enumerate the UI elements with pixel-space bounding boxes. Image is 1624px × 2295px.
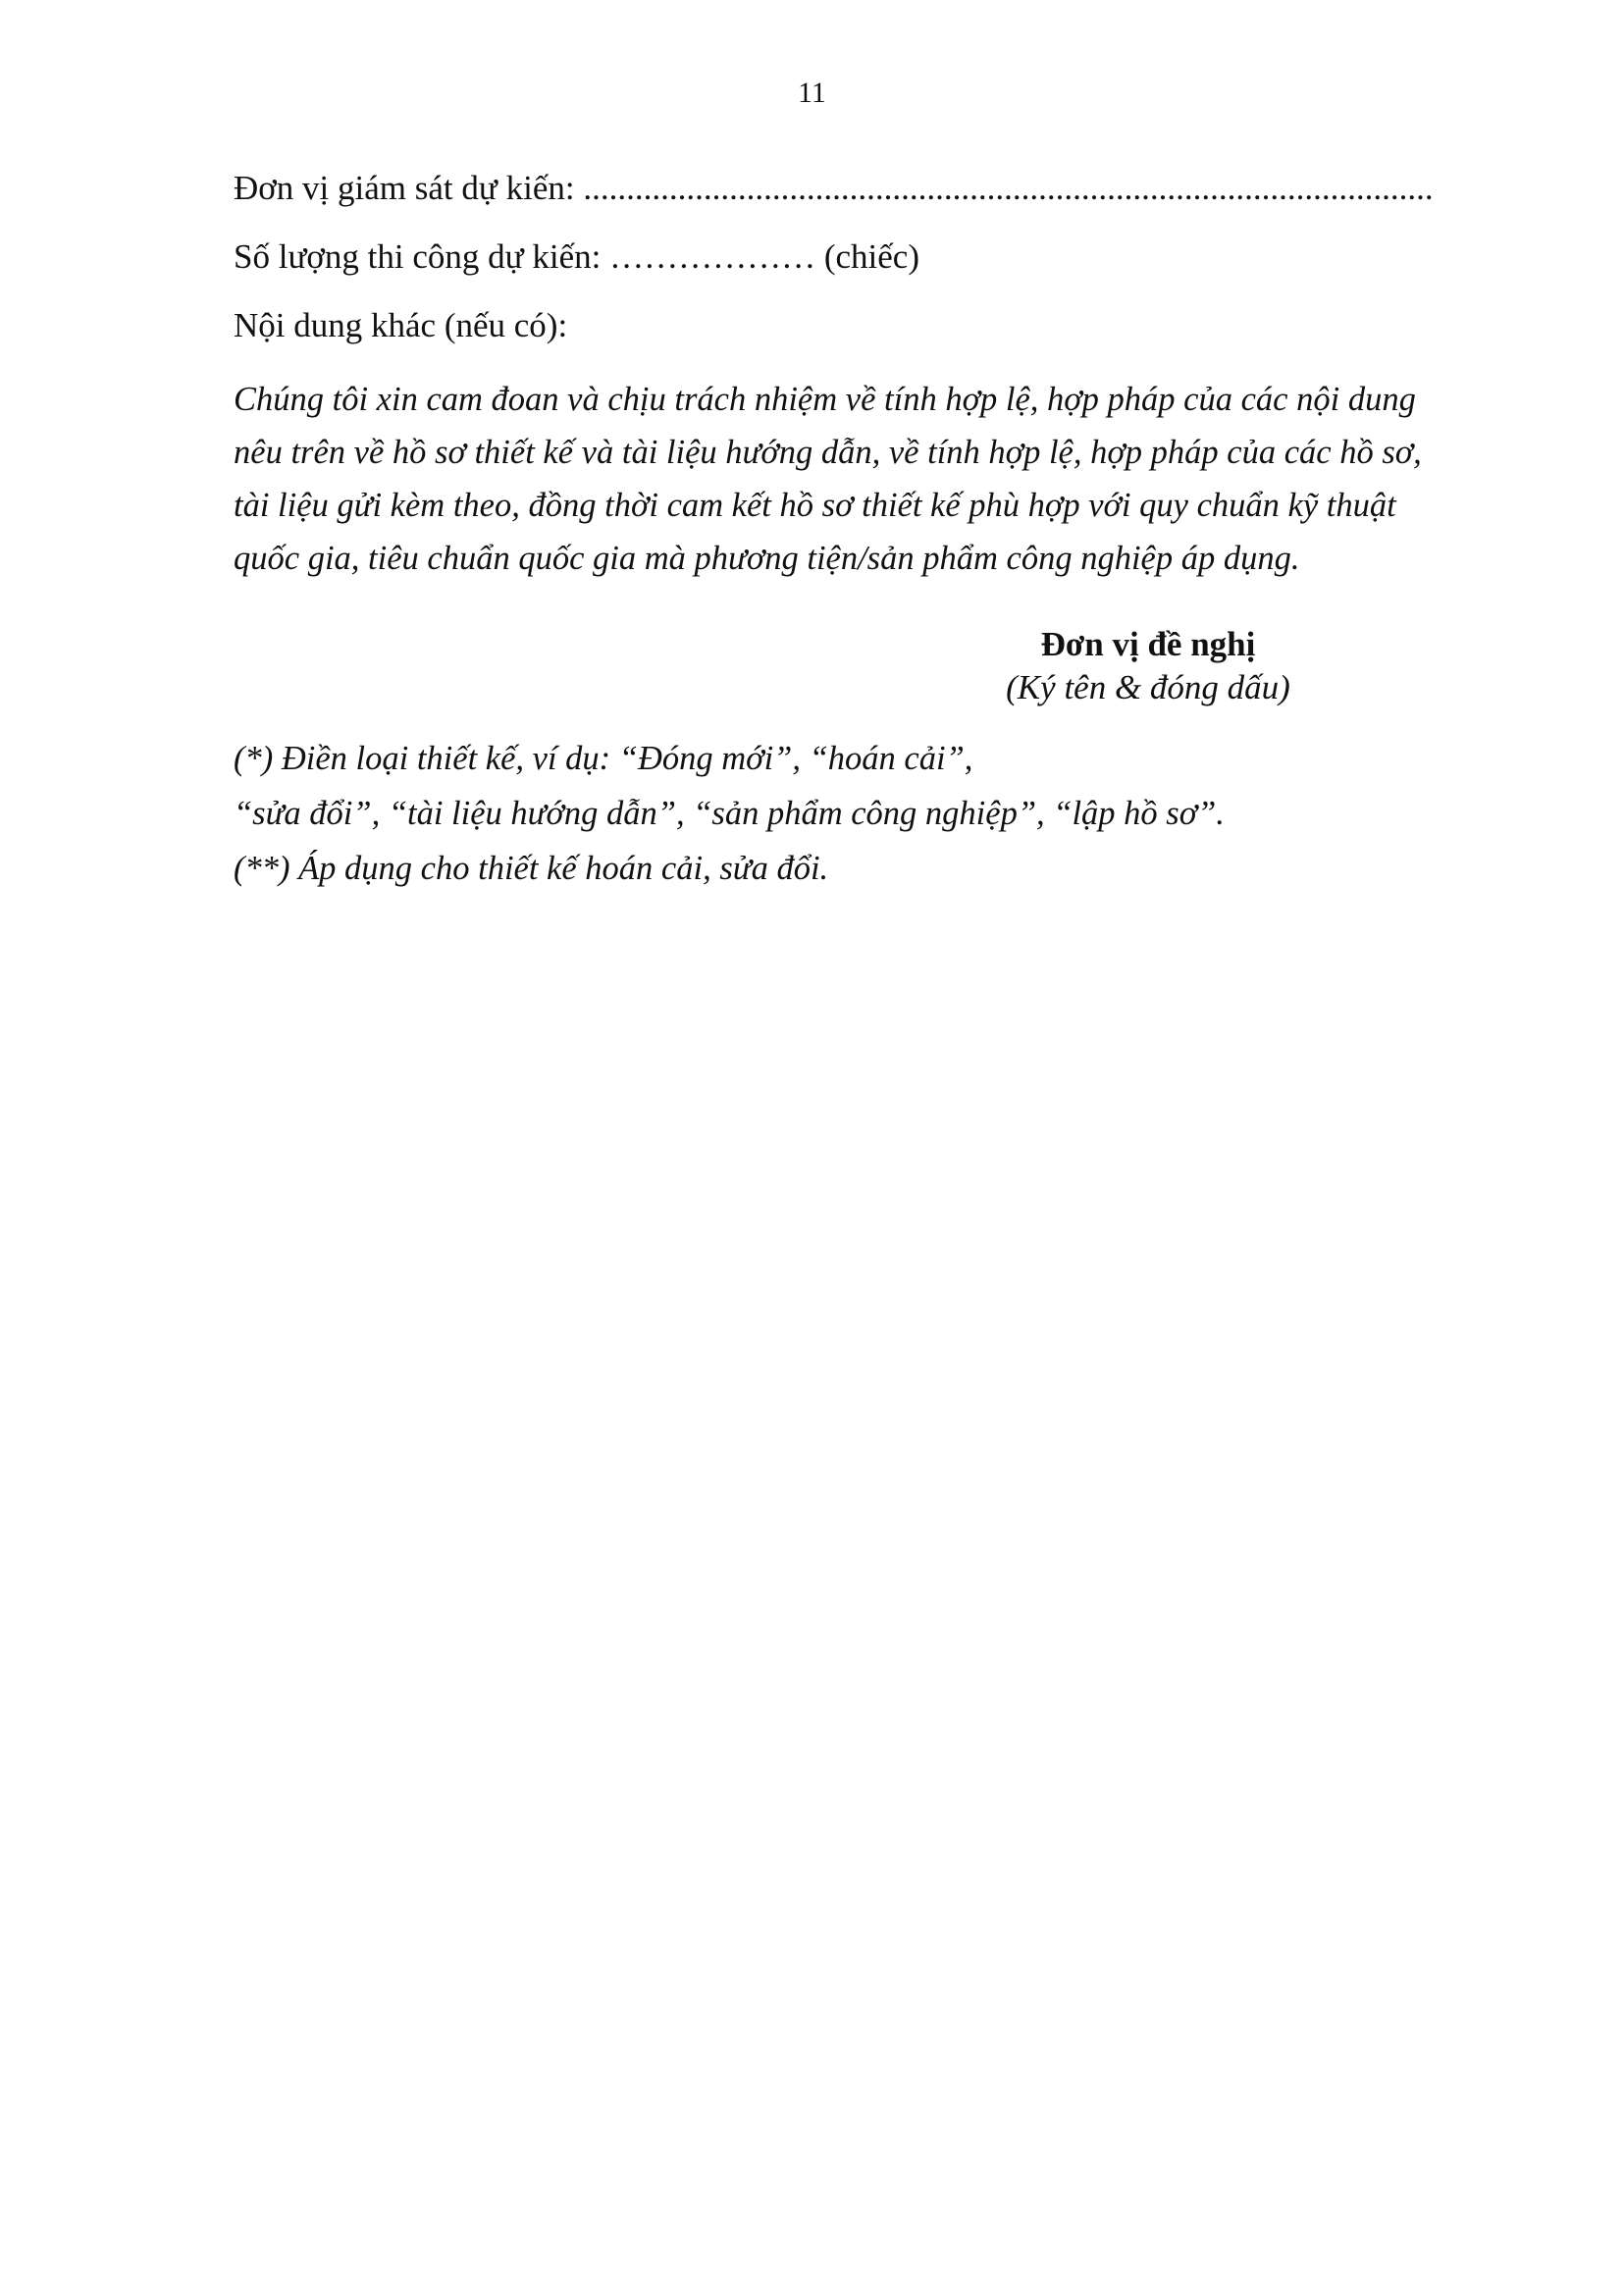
signature-block (981, 623, 1315, 709)
commitment-line: tài liệu gửi kèm theo, đồng thời cam kết hồ sơ thiết kế phù hợp với quy chuẩn kỹ thuật (234, 487, 1396, 524)
footnote-line: (*) Điền loại thiết kế, ví dụ: “Đóng mới”, “hoán cải”, (234, 740, 973, 777)
commitment-line: nêu trên về hồ sơ thiết kế và tài liệu hướng dẫn, về tính hợp lệ, hợp pháp của các hồ sơ, (234, 434, 1422, 471)
quantity-field: Số lượng thi công dự kiến: ……………… (chiếc) (234, 237, 919, 276)
supervisor-field: Đơn vị giám sát dự kiến: ................................................................................................... (234, 169, 1434, 207)
signature-title: Đơn vị đề nghị (1040, 625, 1256, 663)
footnote-line: (**) Áp dụng cho thiết kế hoán cải, sửa đổi. (234, 850, 829, 887)
footnote-line: “sửa đổi”, “tài liệu hướng dẫn”, “sản phẩm công nghiệp”, “lập hồ sơ”. (234, 795, 1225, 832)
commitment-paragraph (234, 373, 1490, 585)
footnotes (234, 731, 1411, 896)
page-number: 11 (798, 77, 826, 109)
signature-note: (Ký tên & đóng dấu) (1006, 668, 1290, 706)
commitment-line: quốc gia, tiêu chuẩn quốc gia mà phương tiện/sản phẩm công nghiệp áp dụng. (234, 540, 1300, 577)
other-content-field: Nội dung khác (nếu có): (234, 306, 568, 344)
commitment-line: Chúng tôi xin cam đoan và chịu trách nhiệm về tính hợp lệ, hợp pháp của các nội dung (234, 381, 1416, 418)
